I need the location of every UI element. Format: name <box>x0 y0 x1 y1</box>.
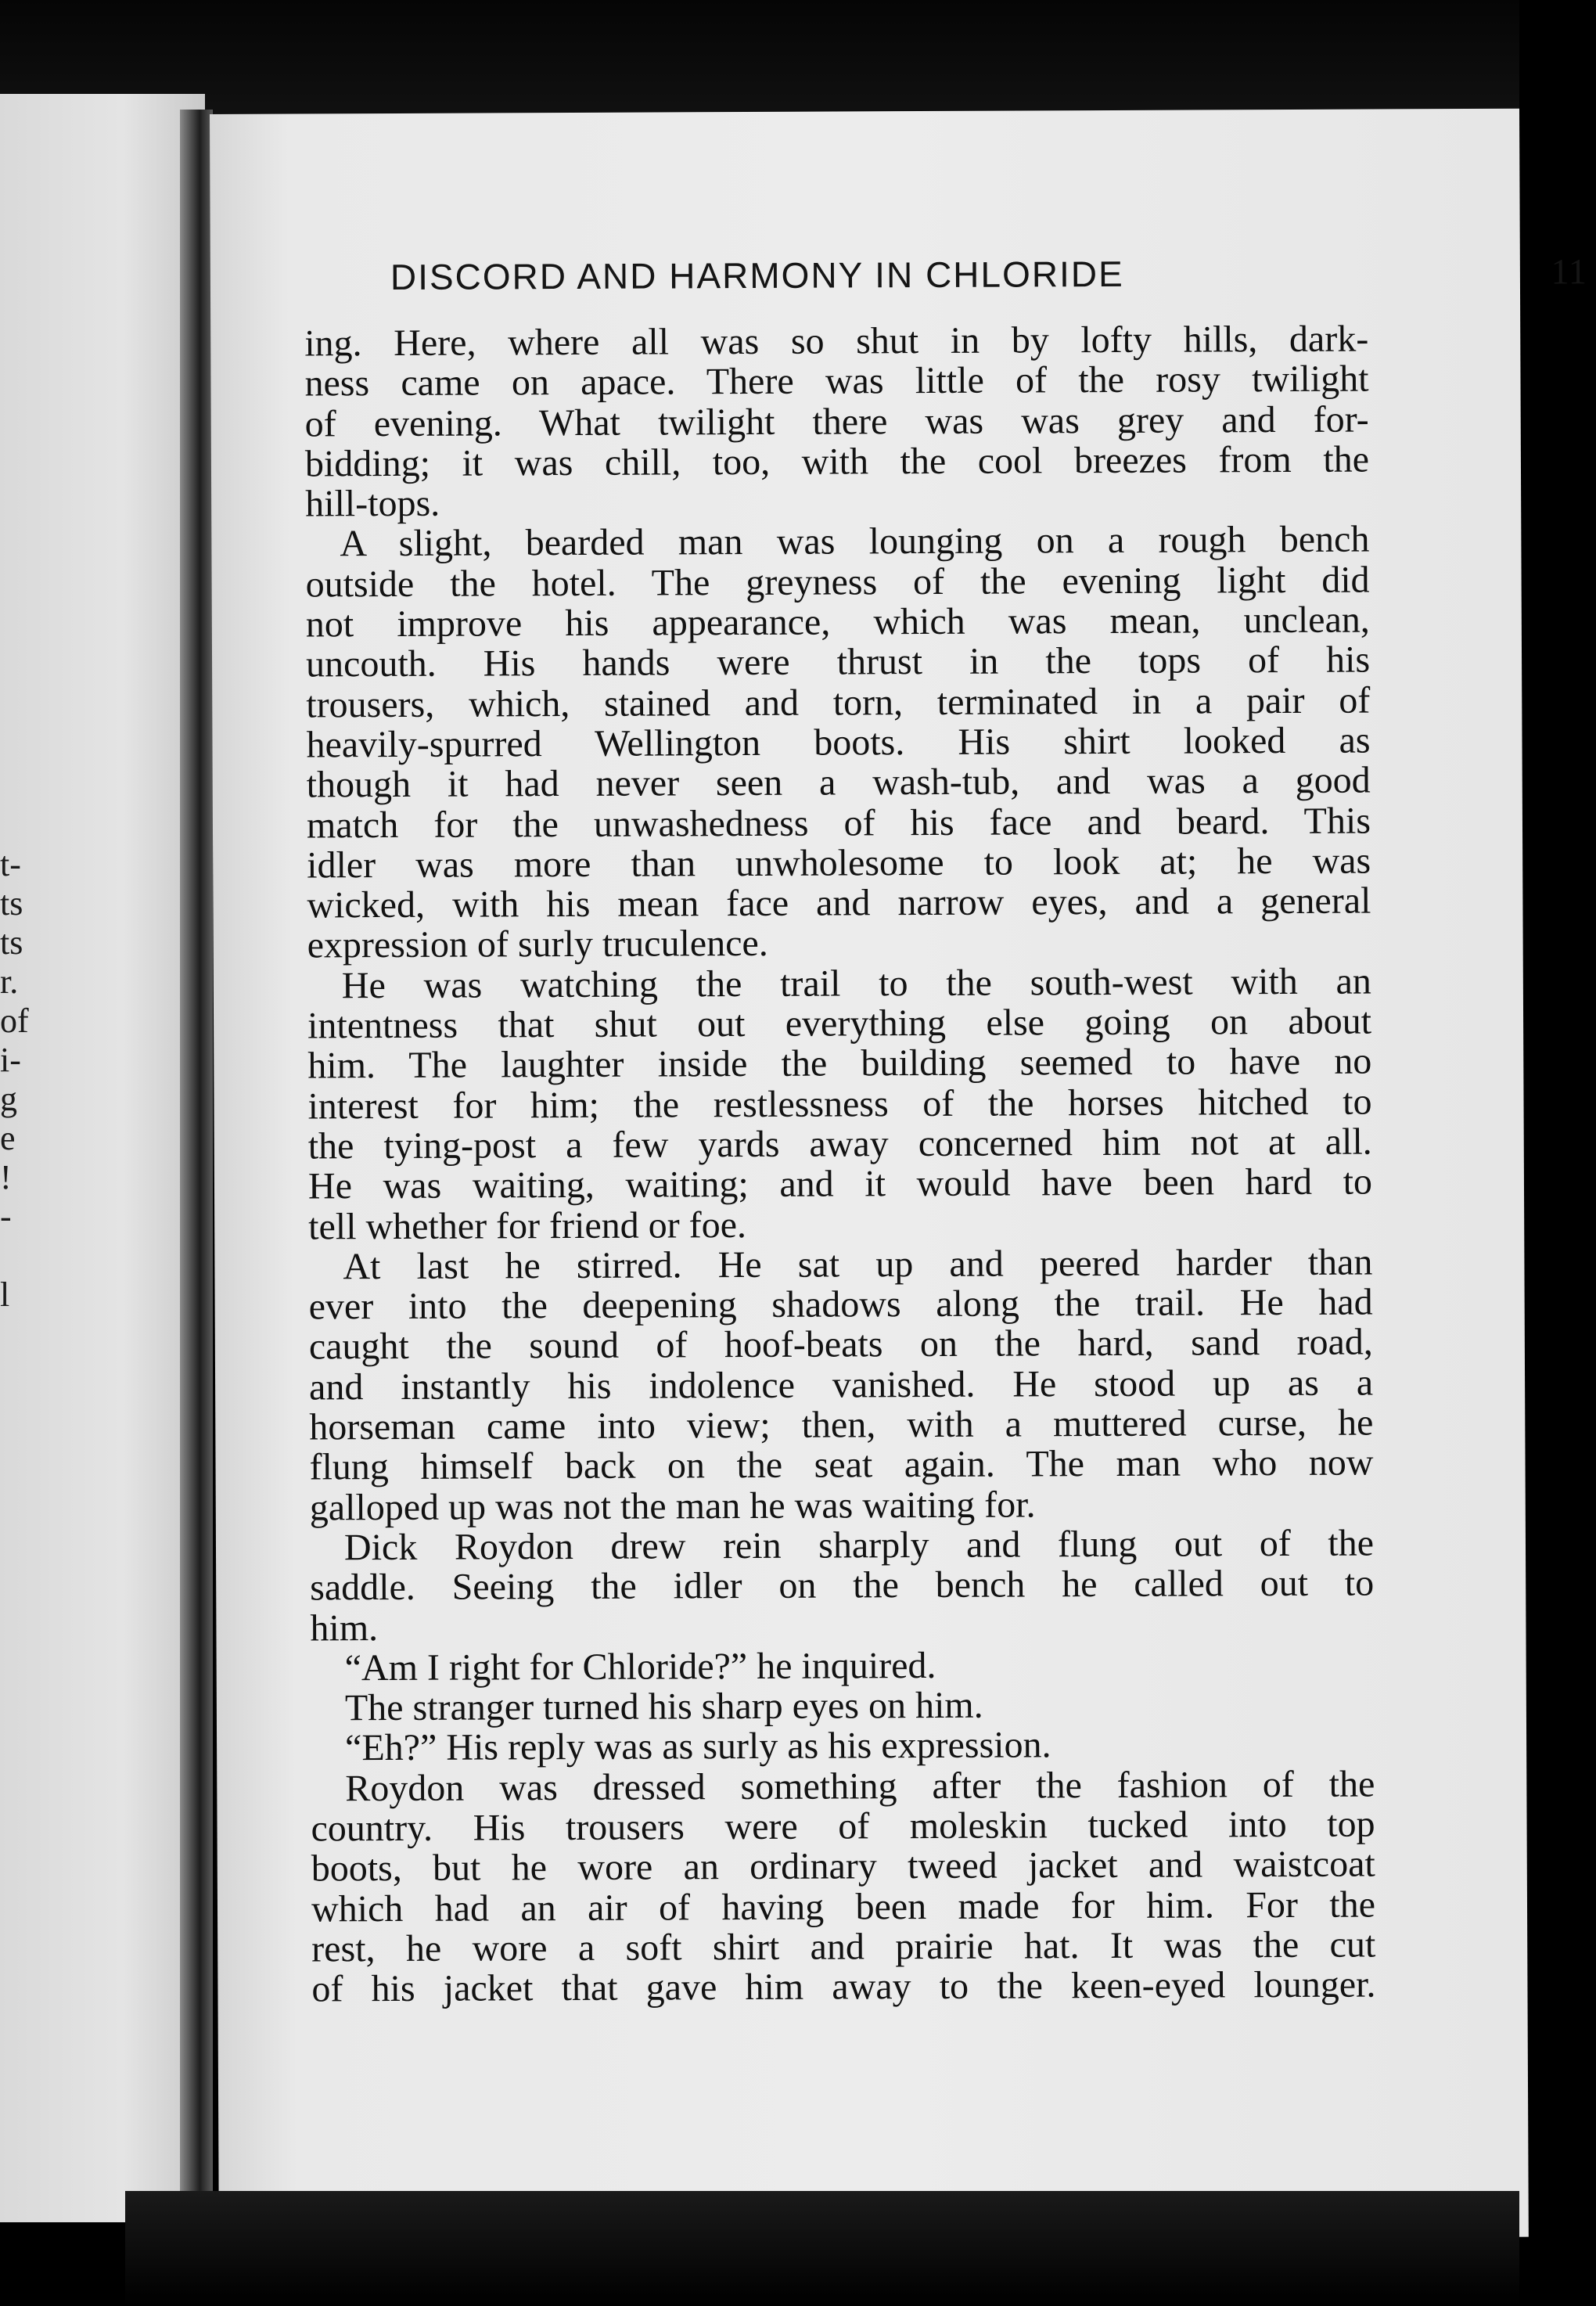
text-line: boots, but he wore an ordinary tweed jacket and waistcoat <box>311 1843 1375 1890</box>
facing-page-fragment: ts <box>0 884 23 923</box>
text-line: the tying-post a few yards away concerned him not at all. <box>307 1121 1372 1167</box>
text-line: At last he stirred. He sat up and peered harder than <box>343 1241 1373 1288</box>
facing-page-fragment: t- <box>0 845 21 883</box>
text-line: flung himself back on the seat again. The man who now <box>309 1441 1374 1488</box>
facing-page-fragment: e <box>0 1119 16 1157</box>
facing-page-fragment: ts <box>0 923 23 962</box>
text-line: He was waiting, waiting; and it would have been hard to <box>307 1160 1373 1207</box>
facing-page-left <box>0 94 205 2222</box>
facing-page-fragment <box>0 1236 47 1275</box>
scan-border-top <box>0 0 1519 117</box>
facing-page-fragment: i- <box>0 1041 21 1079</box>
text-line: which had an air of having been made for him. For the <box>311 1883 1376 1930</box>
body-text <box>304 319 1375 2009</box>
text-line: bidding; it was chill, too, with the cool breezes from the <box>304 438 1370 485</box>
text-line: of his jacket that gave him away to the keen-eyed lounger. <box>311 1963 1376 2010</box>
facing-page-fragment: g <box>0 1080 17 1118</box>
running-head-title: DISCORD AND HARMONY IN CHLORIDE <box>390 253 1124 297</box>
text-line: trousers, which, stained and torn, terminated in a pair of <box>306 679 1371 726</box>
text-line: hill-tops. <box>305 482 440 525</box>
facing-page-fragment: l <box>0 1275 10 1314</box>
text-line: ing. Here, where all was so shut in by lofty hills, dark- <box>304 318 1369 365</box>
text-line: country. His trousers were of moleskin tucked into top <box>311 1803 1375 1850</box>
text-line: “Eh?” His reply was as surly as his expression. <box>344 1724 1051 1769</box>
text-line: ever into the deepening shadows along the trail. He had <box>308 1281 1373 1328</box>
text-line: rest, he wore a soft shirt and prairie hat. It was the cut <box>311 1923 1376 1970</box>
running-head <box>390 250 1587 298</box>
facing-page-fragment: r. <box>0 962 19 1001</box>
text-line: match for the unwashedness of his face and beard. This <box>306 800 1371 847</box>
text-line: not improve his appearance, which was mean, unclean, <box>305 599 1370 646</box>
text-line: and instantly his indolence vanished. He stood up as a <box>308 1362 1374 1408</box>
text-line: saddle. Seeing the idler on the bench he called out to <box>310 1562 1375 1609</box>
scan-border-bottom <box>125 2191 1519 2306</box>
text-line: though it had never seen a wash-tub, and was a good <box>306 759 1371 806</box>
text-line: uncouth. His hands were thrust in the tops of his <box>305 639 1371 685</box>
text-line: horseman came into view; then, with a muttered curse, he <box>309 1401 1374 1448</box>
text-line: intentness that shut out everything else going on about <box>307 1000 1372 1047</box>
text-line: Dick Roydon drew rein sharply and flung out of the <box>343 1522 1375 1569</box>
text-line: interest for him; the restlessness of the horses hitched to <box>307 1081 1372 1128</box>
text-line: outside the hotel. The greyness of the evening light did <box>305 559 1370 606</box>
book-gutter <box>180 110 213 2222</box>
text-line: tell whether for friend or foe. <box>308 1203 747 1247</box>
text-line: him. The laughter inside the building seemed to have no <box>307 1040 1372 1087</box>
text-line: “Am I right for Chloride?” he inquired. <box>344 1644 936 1689</box>
text-line: caught the sound of hoof-beats on the hard, sand road, <box>308 1321 1373 1368</box>
text-line: him. <box>310 1606 379 1649</box>
text-line: A slight, bearded man was lounging on a rough bench <box>340 519 1370 565</box>
text-line: Roydon was dressed something after the fashion of the <box>345 1763 1375 1809</box>
facing-page-fragment: of <box>0 1002 29 1040</box>
facing-page-fragment: - <box>0 1197 12 1236</box>
text-line: galloped up was not the man he was waiting for. <box>309 1484 1036 1529</box>
text-line: ness came on apace. There was little of the rosy twilight <box>304 358 1369 405</box>
text-line: expression of surly truculence. <box>307 923 768 966</box>
text-line: wicked, with his mean face and narrow eyes, and a general <box>307 880 1371 926</box>
text-line: idler was more than unwholesome to look at; he was <box>307 840 1371 887</box>
page-number: 11 <box>1551 251 1588 292</box>
facing-page-fragment: ! <box>0 1158 12 1196</box>
facing-page-fragment <box>0 1315 47 1354</box>
text-line: heavily-spurred Wellington boots. His shirt looked as <box>306 719 1371 766</box>
text-line: The stranger turned his sharp eyes on him. <box>344 1684 983 1729</box>
text-line: He was watching the trail to the south-west with an <box>341 960 1371 1007</box>
text-line: of evening. What twilight there was was grey and for- <box>304 398 1369 445</box>
book-page <box>210 109 1588 2243</box>
facing-page-text-fragments <box>0 845 47 1354</box>
